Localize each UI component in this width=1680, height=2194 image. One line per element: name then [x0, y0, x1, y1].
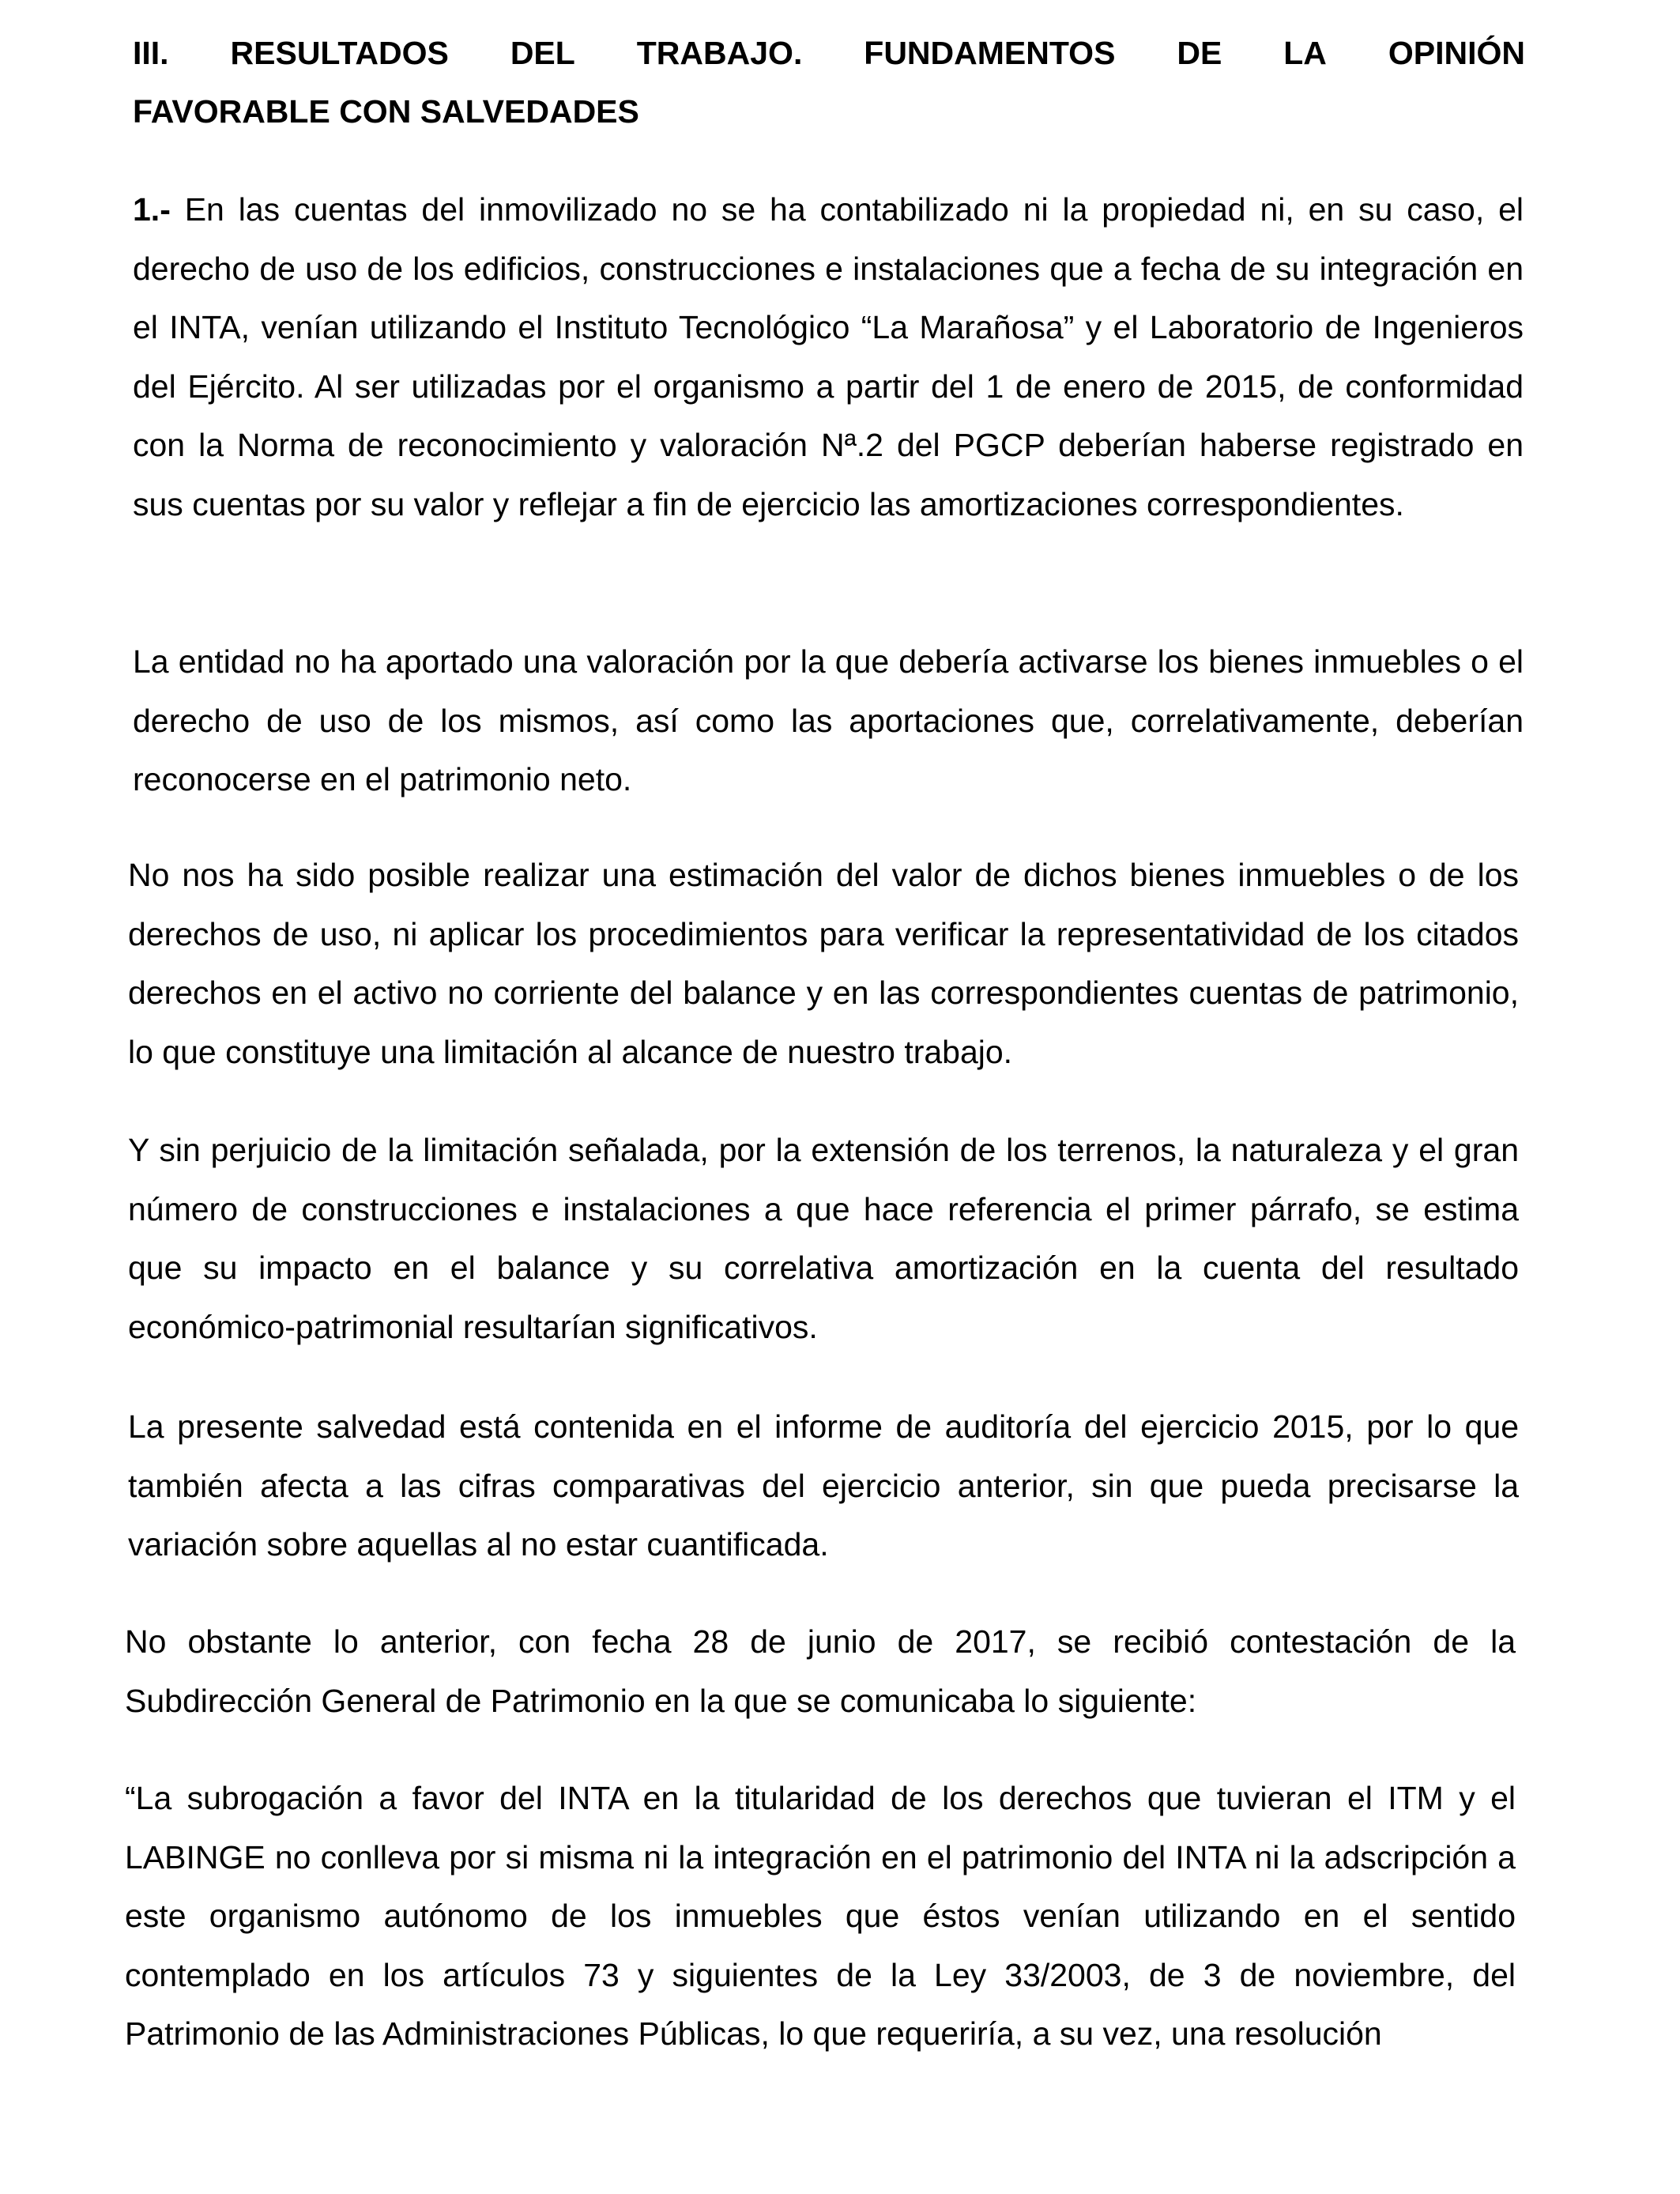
paragraph-1	[133, 180, 1524, 533]
section-heading	[133, 24, 1525, 141]
paragraph-4: Y sin perjuicio de la limitación señalada, por la extensión de los terrenos, la naturaleza y el gran número de construcciones e instalaciones a que hace referencia el primer párrafo, se estima que su impacto en el balance y su correlativa amortización en la cuenta del resultado económico-patrimonial resultarían significativos.	[128, 1132, 1519, 1345]
section-heading-line-1	[133, 24, 1525, 82]
paragraph-text: En las cuentas del inmovilizado no se ha contabilizado ni la propiedad ni, en su caso, el derecho de uso de los edificios, construcciones e instalaciones que a fecha de su integración en el INTA, venían utilizando el Instituto Tecnológico “La Marañosa” y el Laboratorio de Ingenieros del Ejército. Al ser utilizadas por el organismo a partir del 1 de enero de 2015, de conformidad con la Norma de reconocimiento y valoración Nª.2 del PGCP deberían haberse registrado en sus cuentas por su valor y reflejar a fin de ejercicio las amortizaciones correspondientes.	[133, 191, 1524, 522]
paragraph-3: No nos ha sido posible realizar una estimación del valor de dichos bienes inmuebles o de los derechos de uso, ni aplicar los procedimientos para verificar la representatividad de los citados derechos en el activo no corriente del balance y en las correspondientes cuentas de patrimonio, lo que constituye una limitación al alcance de nuestro trabajo.	[128, 857, 1519, 1070]
section-heading-line-2: FAVORABLE CON SALVEDADES	[133, 93, 639, 130]
paragraph-2: La entidad no ha aportado una valoración por la que debería activarse los bienes inmuebles o el derecho de uso de los mismos, así como las aportaciones que, correlativamente, deberían reconocerse en el patrimonio neto.	[133, 643, 1524, 797]
heading-word: DEL	[510, 35, 575, 71]
heading-word: TRABAJO.	[636, 35, 803, 71]
section-number: III.	[133, 35, 169, 71]
heading-word: OPINIÓN	[1388, 35, 1525, 71]
paragraph-number: 1.-	[133, 191, 171, 228]
heading-word: LA	[1283, 35, 1327, 71]
paragraph-7-quote: “La subrogación a favor del INTA en la titularidad de los derechos que tuvieran el ITM y el LABINGE no conlleva por si misma ni la integración en el patrimonio del INTA ni la adscripción a este organismo autónomo de los inmuebles que éstos venían utilizando en el sentido contemplado en los artículos 73 y siguientes de la Ley 33/2003, de 3 de noviembre, del Patrimonio de las Administraciones Públicas, lo que requeriría, a su vez, una resolución	[125, 1780, 1516, 2052]
heading-word: DE	[1177, 35, 1222, 71]
paragraph-6: No obstante lo anterior, con fecha 28 de junio de 2017, se recibió contestación de la Subdirección General de Patrimonio en la que se comunicaba lo siguiente:	[125, 1623, 1516, 1719]
heading-word: FUNDAMENTOS	[864, 35, 1116, 71]
heading-word: RESULTADOS	[230, 35, 449, 71]
paragraph-5: La presente salvedad está contenida en el informe de auditoría del ejercicio 2015, por lo que también afecta a las cifras comparativas del ejercicio anterior, sin que pueda precisarse la variación sobre aquellas al no estar cuantificada.	[128, 1408, 1519, 1563]
